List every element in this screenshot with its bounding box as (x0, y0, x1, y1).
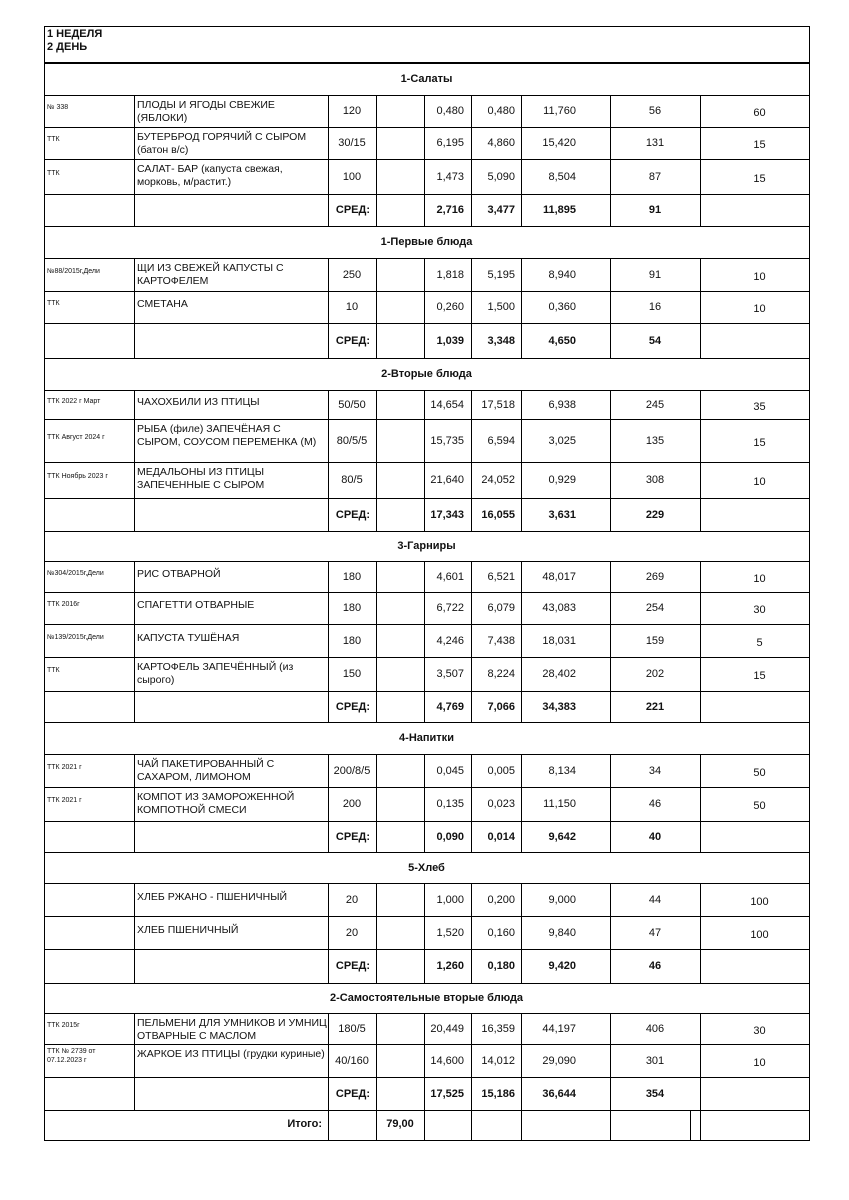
fat-value: 1,500 (487, 301, 515, 313)
row-code: №88/2015г,Дели (47, 268, 100, 275)
protein-value: 6,722 (436, 602, 464, 614)
kcal-value: 269 (645, 571, 665, 583)
protein-value: 0,045 (436, 765, 464, 777)
row-code: №139/2015г,Дели (47, 634, 104, 641)
carb-value: 9,000 (548, 894, 576, 906)
kcal-value: 159 (645, 635, 665, 647)
row-border (44, 1044, 810, 1045)
row-code: ТТК 2021 г (47, 764, 82, 771)
carb-value: 15,420 (542, 137, 576, 149)
kcal-value: 406 (645, 1023, 665, 1035)
fat-value: 0,480 (487, 105, 515, 117)
vitamin-value: 30 (753, 604, 766, 616)
carb-value: 9,840 (548, 927, 576, 939)
row-code: ТТК Август 2024 г (47, 434, 105, 441)
row-border (44, 983, 810, 984)
average-kcal: 40 (648, 831, 662, 843)
fat-value: 17,518 (481, 399, 515, 411)
row-border (44, 949, 810, 950)
vitamin-value: 30 (753, 1025, 766, 1037)
column-border (376, 95, 377, 227)
protein-value: 15,735 (430, 435, 464, 447)
carb-value: 29,090 (542, 1055, 576, 1067)
kcal-value: 91 (648, 269, 662, 281)
carb-value: 3,025 (548, 435, 576, 447)
average-kcal: 229 (645, 509, 665, 521)
vitamin-value: 15 (753, 139, 766, 151)
fat-value: 4,860 (487, 137, 515, 149)
carb-value: 11,150 (543, 798, 576, 810)
portion-weight: 80/5 (341, 474, 363, 486)
dish-name: РИС ОТВАРНОЙ (137, 568, 221, 580)
carb-value: 43,083 (542, 602, 576, 614)
column-border (134, 258, 135, 359)
column-border (376, 1013, 377, 1111)
dish-name: СМЕТАНА (137, 298, 188, 310)
kcal-value: 44 (648, 894, 662, 906)
portion-weight: 180 (342, 571, 362, 583)
vitamin-value: 10 (753, 271, 766, 283)
fat-value: 0,005 (487, 765, 515, 777)
column-border (471, 1110, 472, 1141)
column-border (376, 883, 377, 984)
row-border (44, 722, 810, 723)
average-protein: 4,769 (436, 701, 464, 713)
fat-value: 5,090 (487, 171, 515, 183)
section-title: 5-Хлеб (408, 862, 445, 874)
column-border (376, 561, 377, 723)
vitamin-value: 35 (753, 401, 766, 413)
row-border (44, 883, 810, 884)
fat-value: 6,079 (487, 602, 515, 614)
row-border (44, 787, 810, 788)
column-border (134, 1013, 135, 1111)
protein-value: 1,473 (436, 171, 464, 183)
portion-weight: 20 (345, 894, 359, 906)
row-code: ТТК 2022 г Март (47, 398, 101, 405)
column-border (700, 258, 701, 359)
row-code: ТТК 2015г (47, 1022, 80, 1029)
row-border (44, 194, 810, 195)
row-border (44, 1140, 810, 1141)
average-label: СРЕД: (335, 701, 370, 713)
column-border (376, 258, 377, 359)
portion-weight: 250 (342, 269, 362, 281)
row-code: ТТК 2021 г (47, 797, 82, 804)
row-border (44, 323, 810, 324)
protein-value: 14,654 (430, 399, 464, 411)
vitamin-value: 50 (753, 767, 766, 779)
average-carb: 9,420 (548, 960, 576, 972)
kcal-value: 135 (645, 435, 665, 447)
carb-value: 44,197 (542, 1023, 576, 1035)
row-code: ТТК (47, 170, 60, 177)
row-border (44, 1110, 810, 1111)
column-border (700, 95, 701, 227)
fat-value: 7,438 (487, 635, 515, 647)
protein-value: 14,600 (430, 1055, 464, 1067)
fat-value: 16,359 (481, 1023, 515, 1035)
row-border (44, 291, 810, 292)
section-title: 1-Салаты (400, 73, 453, 85)
dish-name: ЩИ ИЗ СВЕЖЕЙ КАПУСТЫ С КАРТОФЕЛЕМ (137, 262, 284, 287)
average-fat: 0,180 (487, 960, 515, 972)
row-border (44, 1013, 810, 1014)
kcal-value: 245 (645, 399, 665, 411)
column-border (134, 561, 135, 723)
column-border (700, 1110, 701, 1141)
row-border (44, 159, 810, 160)
column-border (424, 1110, 425, 1141)
average-kcal: 46 (648, 960, 662, 972)
dish-name: ЖАРКОЕ ИЗ ПТИЦЫ (грудки куриные) (137, 1048, 325, 1060)
column-border (700, 561, 701, 723)
dish-name: ПЛОДЫ И ЯГОДЫ СВЕЖИЕ (ЯБЛОКИ) (137, 99, 275, 124)
protein-value: 4,601 (436, 571, 464, 583)
protein-value: 1,000 (436, 894, 464, 906)
kcal-value: 87 (648, 171, 662, 183)
portion-weight: 180 (342, 602, 362, 614)
row-border (44, 26, 810, 27)
row-border (44, 390, 810, 391)
vitamin-value: 100 (750, 929, 769, 941)
row-code: ТТК 2016г (47, 601, 80, 608)
row-border (44, 419, 810, 420)
fat-value: 14,012 (481, 1055, 515, 1067)
dish-name: САЛАТ- БАР (капуста свежая, морковь, м/растит.) (137, 163, 283, 188)
dish-name: КОМПОТ ИЗ ЗАМОРОЖЕННОЙ КОМПОТНОЙ СМЕСИ (137, 791, 295, 816)
row-border (44, 754, 810, 755)
portion-weight: 180 (342, 635, 362, 647)
average-label: СРЕД: (335, 1088, 370, 1100)
portion-weight: 150 (342, 668, 362, 680)
carb-value: 0,360 (548, 301, 576, 313)
row-border (44, 258, 810, 259)
portion-weight: 80/5/5 (336, 435, 368, 447)
protein-value: 20,449 (430, 1023, 464, 1035)
protein-value: 21,640 (430, 474, 464, 486)
average-fat: 0,014 (487, 831, 515, 843)
row-border (44, 1077, 810, 1078)
day-label: 2 ДЕНЬ (47, 41, 88, 53)
average-fat: 16,055 (481, 509, 515, 521)
row-code: ТТК (47, 300, 60, 307)
average-protein: 2,716 (436, 204, 464, 216)
kcal-value: 254 (645, 602, 665, 614)
row-border (44, 95, 810, 96)
section-title: 4-Напитки (399, 732, 454, 744)
row-code: №304/2015г,Дели (47, 570, 104, 577)
kcal-value: 56 (648, 105, 662, 117)
dish-name: ПЕЛЬМЕНИ ДЛЯ УМНИКОВ И УМНИЦ ОТВАРНЫЕ С МАСЛОМ (137, 1017, 327, 1042)
portion-weight: 50/50 (338, 399, 366, 411)
total-value: 79,00 (386, 1118, 414, 1130)
portion-weight: 10 (345, 301, 359, 313)
row-border (44, 63, 810, 64)
kcal-value: 301 (645, 1055, 665, 1067)
average-protein: 0,090 (436, 831, 464, 843)
row-border (44, 127, 810, 128)
column-border (521, 1110, 522, 1141)
carb-value: 18,031 (542, 635, 576, 647)
row-code: ТТК (47, 667, 60, 674)
vitamin-value: 10 (753, 476, 766, 488)
protein-value: 4,246 (436, 635, 464, 647)
column-border (134, 883, 135, 984)
protein-value: 0,135 (436, 798, 464, 810)
dish-name: МЕДАЛЬОНЫ ИЗ ПТИЦЫ ЗАПЕЧЕННЫЕ С СЫРОМ (137, 466, 265, 491)
average-label: СРЕД: (335, 831, 370, 843)
dish-name: КАПУСТА ТУШЁНАЯ (137, 632, 240, 644)
protein-value: 1,818 (436, 269, 464, 281)
portion-weight: 180/5 (338, 1023, 366, 1035)
column-border (134, 754, 135, 853)
vitamin-value: 50 (753, 800, 766, 812)
column-border (376, 754, 377, 853)
dish-name: КАРТОФЕЛЬ ЗАПЕЧЁННЫЙ (из сырого) (137, 661, 294, 686)
kcal-value: 16 (648, 301, 662, 313)
row-border (44, 852, 810, 853)
carb-value: 28,402 (542, 668, 576, 680)
fat-value: 0,200 (487, 894, 515, 906)
average-carb: 34,383 (542, 701, 576, 713)
vitamin-value: 15 (753, 437, 766, 449)
row-border (44, 592, 810, 593)
row-border (44, 226, 810, 227)
fat-value: 8,224 (487, 668, 515, 680)
average-protein: 1,260 (436, 960, 464, 972)
row-border (44, 657, 810, 658)
portion-weight: 200/8/5 (333, 765, 371, 777)
dish-name: ХЛЕБ ПШЕНИЧНЫЙ (137, 924, 239, 936)
vitamin-value: 10 (753, 573, 766, 585)
column-border (328, 1110, 329, 1141)
average-label: СРЕД: (335, 509, 370, 521)
carb-value: 0,929 (548, 474, 576, 486)
column-border (700, 754, 701, 853)
carb-value: 8,940 (548, 269, 576, 281)
average-carb: 9,642 (548, 831, 576, 843)
average-label: СРЕД: (335, 335, 370, 347)
carb-value: 6,938 (548, 399, 576, 411)
vitamin-value: 10 (753, 303, 766, 315)
dish-name: СПАГЕТТИ ОТВАРНЫЕ (137, 599, 255, 611)
average-carb: 11,895 (542, 204, 576, 216)
fat-value: 0,160 (487, 927, 515, 939)
dish-name: РЫБА (филе) ЗАПЕЧЁНАЯ С СЫРОМ, СОУСОМ ПЕРЕМЕНКА (М) (137, 423, 317, 448)
protein-value: 1,520 (436, 927, 464, 939)
kcal-value: 308 (645, 474, 665, 486)
average-label: СРЕД: (335, 204, 370, 216)
vitamin-value: 5 (756, 637, 763, 649)
dish-name: ХЛЕБ РЖАНО - ПШЕНИЧНЫЙ (137, 891, 288, 903)
average-carb: 36,644 (542, 1088, 576, 1100)
kcal-value: 47 (648, 927, 662, 939)
vitamin-value: 60 (753, 107, 766, 119)
fat-value: 5,195 (487, 269, 515, 281)
section-title: 2-Вторые блюда (381, 368, 472, 380)
average-carb: 3,631 (548, 509, 576, 521)
column-border (700, 1013, 701, 1111)
average-fat: 15,186 (481, 1088, 515, 1100)
average-kcal: 221 (645, 701, 665, 713)
row-border (44, 821, 810, 822)
row-border (44, 624, 810, 625)
fat-value: 6,521 (487, 571, 515, 583)
carb-value: 48,017 (542, 571, 576, 583)
carb-value: 8,134 (548, 765, 576, 777)
protein-value: 0,480 (436, 105, 464, 117)
row-code: ТТК Ноябрь 2023 г (47, 473, 108, 480)
portion-weight: 40/160 (335, 1055, 369, 1067)
row-border (44, 462, 810, 463)
section-title: 2-Самостоятельные вторые блюда (329, 992, 524, 1004)
kcal-value: 202 (645, 668, 665, 680)
column-border (134, 390, 135, 532)
portion-weight: 30/15 (338, 137, 366, 149)
average-label: СРЕД: (335, 960, 370, 972)
portion-weight: 20 (345, 927, 359, 939)
total-label: Итого: (287, 1118, 322, 1130)
row-code: № 338 (47, 104, 69, 111)
average-fat: 7,066 (487, 701, 515, 713)
protein-value: 0,260 (436, 301, 464, 313)
row-border (44, 358, 810, 359)
kcal-value: 46 (648, 798, 662, 810)
column-border (690, 1110, 691, 1141)
week-label: 1 НЕДЕЛЯ (47, 28, 103, 40)
row-border (44, 916, 810, 917)
column-border (700, 390, 701, 532)
average-protein: 17,343 (430, 509, 464, 521)
portion-weight: 100 (342, 171, 362, 183)
dish-name: ЧАЙ ПАКЕТИРОВАННЫЙ С САХАРОМ, ЛИМОНОМ (137, 758, 275, 783)
kcal-value: 131 (645, 137, 665, 149)
dish-name: БУТЕРБРОД ГОРЯЧИЙ С СЫРОМ (батон в/с) (137, 131, 307, 156)
fat-value: 0,023 (487, 798, 515, 810)
protein-value: 3,507 (436, 668, 464, 680)
section-title: 3-Гарниры (397, 540, 456, 552)
vitamin-value: 15 (753, 670, 766, 682)
fat-value: 6,594 (487, 435, 515, 447)
row-code: ТТК № 2739 от 07.12.2023 г (47, 1048, 96, 1064)
portion-weight: 200 (342, 798, 362, 810)
row-border (44, 498, 810, 499)
average-kcal: 54 (648, 335, 662, 347)
average-protein: 1,039 (436, 335, 464, 347)
row-border (44, 561, 810, 562)
column-border (376, 390, 377, 532)
average-kcal: 91 (648, 204, 662, 216)
section-title: 1-Первые блюда (380, 236, 473, 248)
fat-value: 24,052 (481, 474, 515, 486)
row-code: ТТК (47, 136, 60, 143)
row-border (44, 531, 810, 532)
carb-value: 11,760 (543, 105, 576, 117)
kcal-value: 34 (648, 765, 662, 777)
protein-value: 6,195 (436, 137, 464, 149)
vitamin-value: 10 (753, 1057, 766, 1069)
average-carb: 4,650 (548, 335, 576, 347)
average-fat: 3,477 (487, 204, 515, 216)
row-border (44, 691, 810, 692)
column-border (610, 1110, 611, 1141)
carb-value: 8,504 (548, 171, 576, 183)
column-border (134, 95, 135, 227)
column-border (700, 883, 701, 984)
dish-name: ЧАХОХБИЛИ ИЗ ПТИЦЫ (137, 396, 260, 408)
average-fat: 3,348 (487, 335, 515, 347)
vitamin-value: 100 (750, 896, 769, 908)
vitamin-value: 15 (753, 173, 766, 185)
average-protein: 17,525 (430, 1088, 464, 1100)
portion-weight: 120 (342, 105, 362, 117)
average-kcal: 354 (645, 1088, 665, 1100)
